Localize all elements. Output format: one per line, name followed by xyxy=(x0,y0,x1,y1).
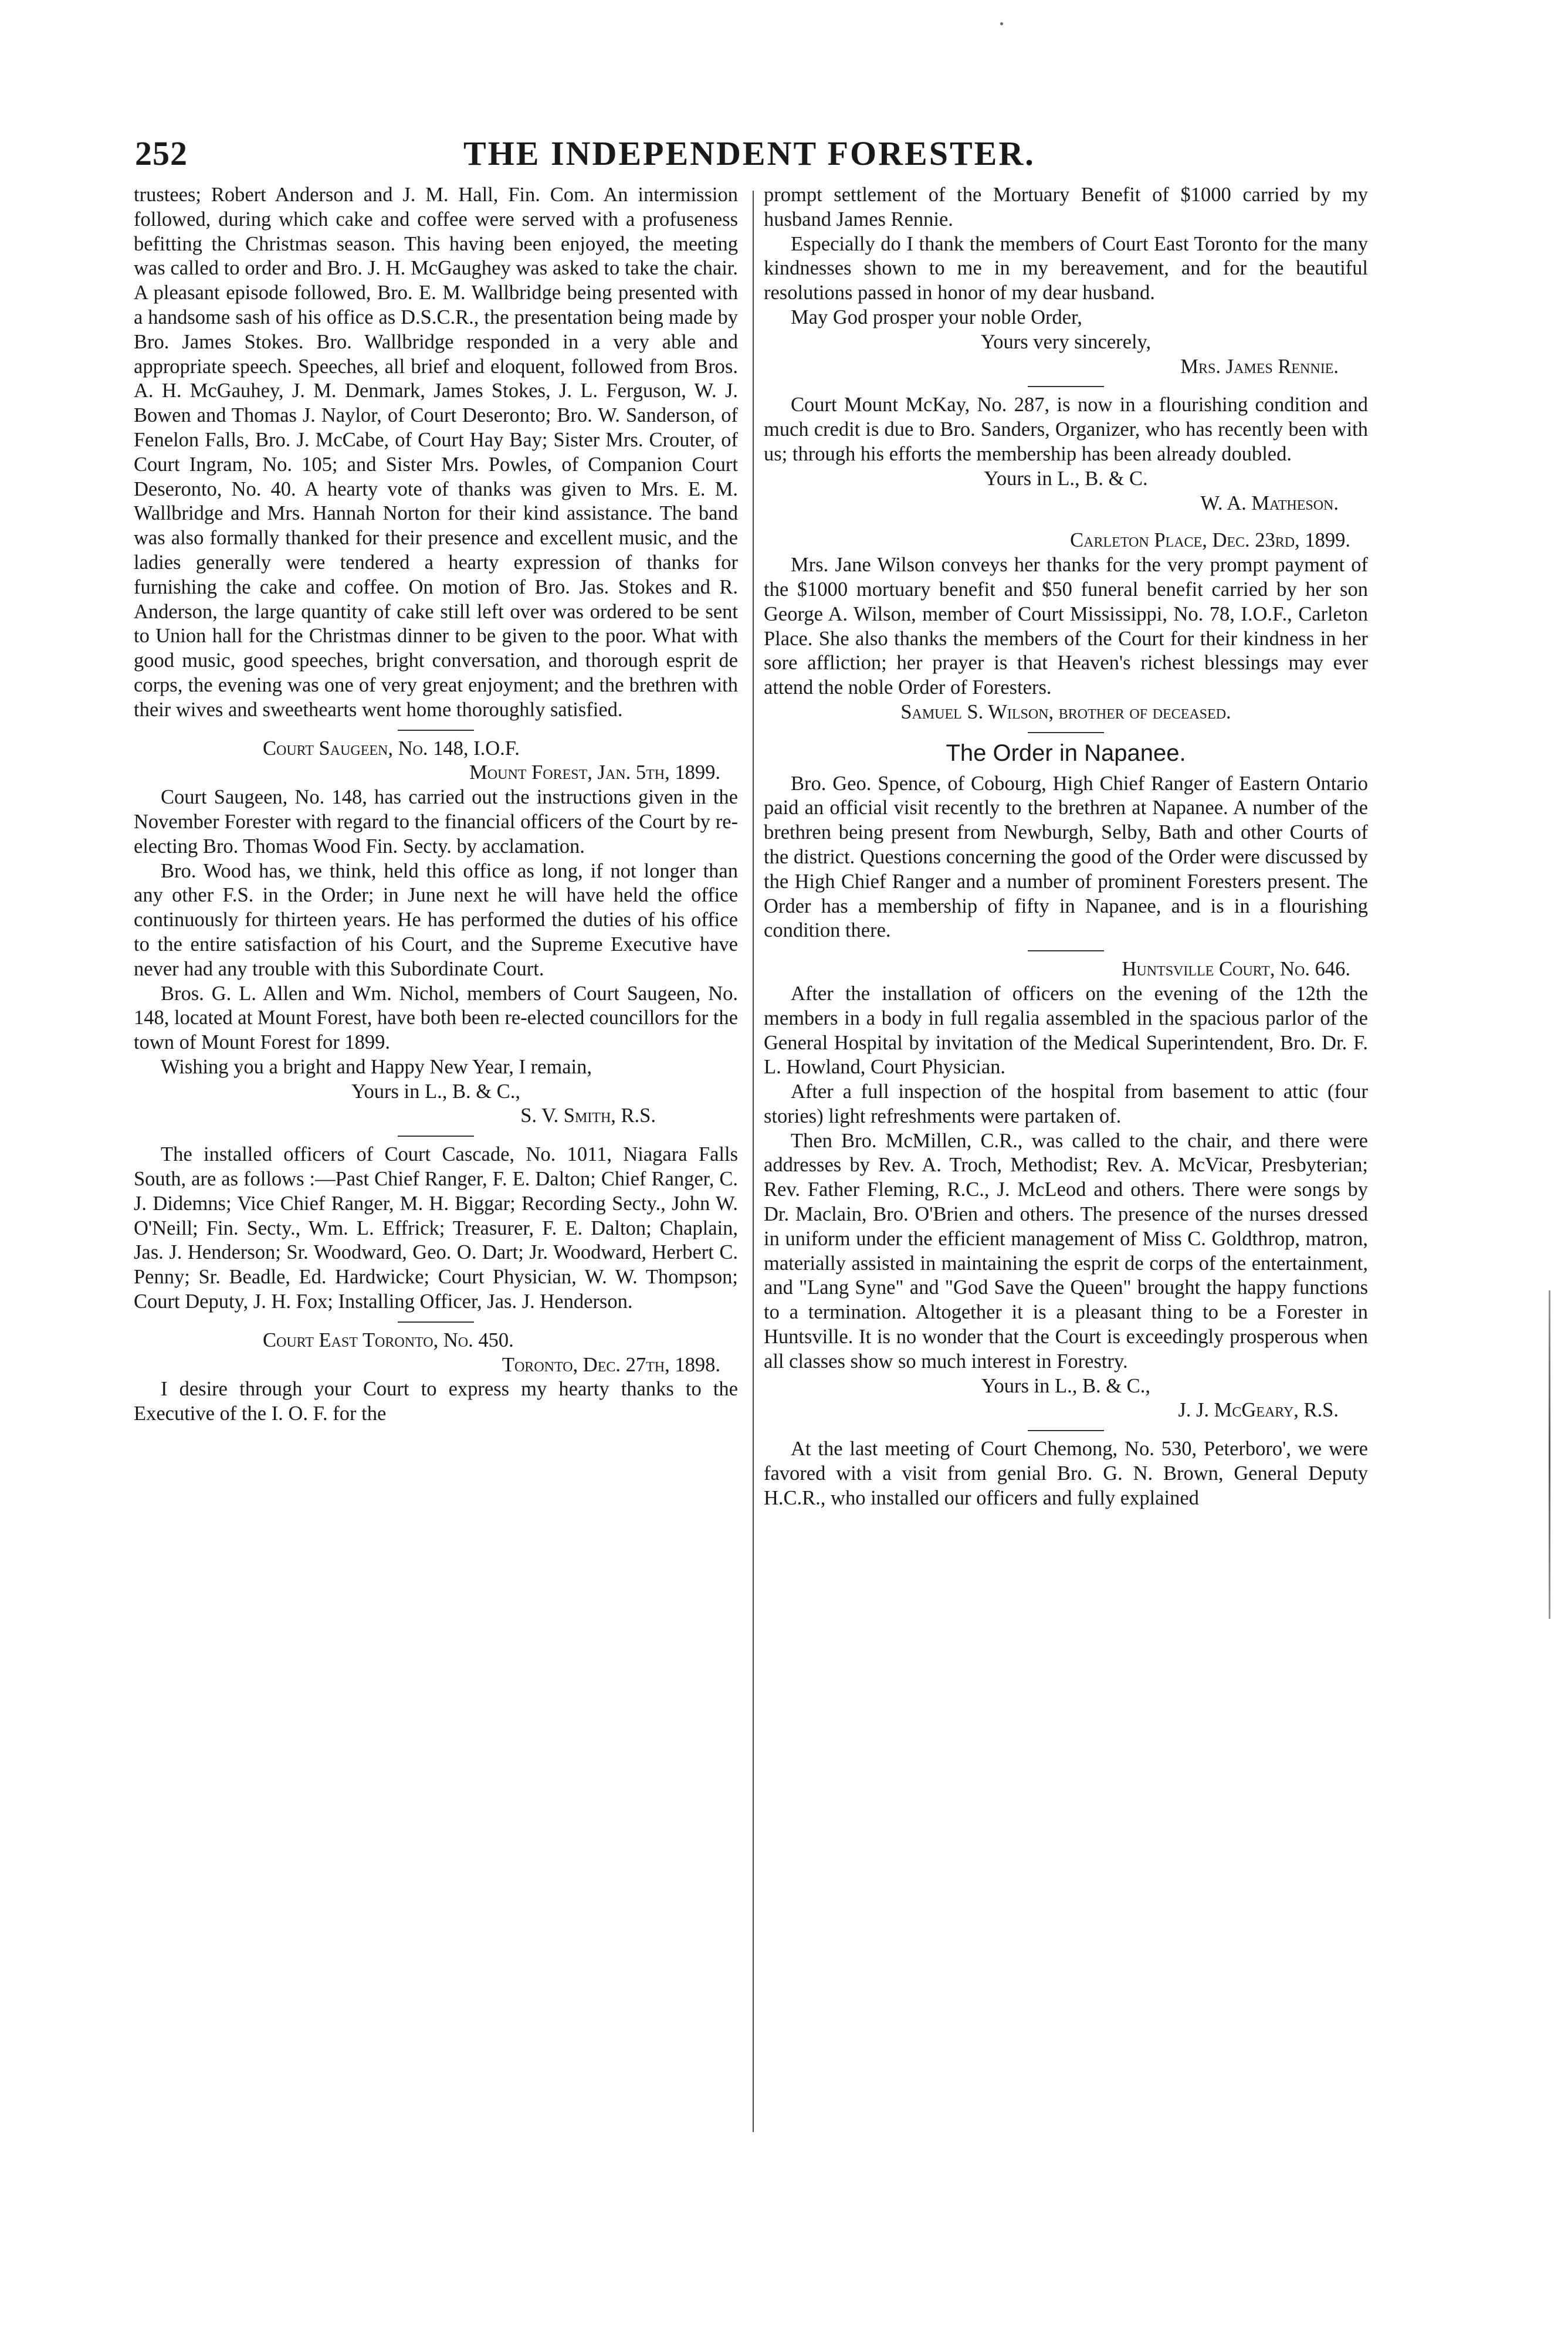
paragraph: After the installation of officers on the evening of the 12th the members in a body in full regalia assembled in the spacious parlor of the General Hospital by invitation of the Medical Superintendent, Bro. Dr. F. L. Howland, Court Physician. xyxy=(764,982,1368,1079)
section-heading: Court East Toronto, No. 450. xyxy=(263,1329,514,1351)
dateline: Carleton Place, Dec. 23rd, 1899. xyxy=(1070,529,1350,552)
paragraph: trustees; Robert Anderson and J. M. Hall, Fin. Com. An intermission followed, during which cake and coffee were served with a profuseness befitting the Christmas season. This having been enjoyed, the meeting was called to order and Bro. J. H. McGaughey was asked to take the chair. A pleasant episode followed, Bro. E. M. Wallbridge being presented with a handsome sash of his office as D.S.C.R., the presentation being made by Bro. James Stokes. Bro. Wallbridge responded in a very able and appropriate speech. Speeches, all brief and eloquent, followed from Bros. A. H. McGauhey, J. M. Denmark, James Stokes, J. L. Ferguson, W. J. Bowen and Thomas J. Naylor, of Court Deseronto; Bro. W. Sanderson, of Fenelon Falls, Bro. J. McCabe, of Court Hay Bay; Sister Mrs. Crouter, of Court Ingram, No. 105; and Sister Mrs. Powles, of Companion Court Deseronto, No. 40. A hearty vote of thanks was given to Mrs. E. M. Wallbridge and Mrs. Hannah Norton for their kind assistance. The band was also formally thanked for their presence and excellent music, and the ladies generally were tendered a hearty expression of thanks for furnishing the cake and coffee. On motion of Bro. Jas. Stokes and R. Anderson, the large quantity of cake still left over was ordered to be sent to Union hall for the Christmas dinner to be given to the poor. What with good music, good speeches, bright conversation, and thorough esprit de corps, the evening was one of very great enjoyment; and the brethren with their wives and sweethearts went home thoroughly satisfied. xyxy=(134,184,738,721)
section-heading: Court Saugeen, No. 148, I.O.F. xyxy=(263,737,520,760)
signature: J. J. McGeary, R.S. xyxy=(1178,1399,1339,1422)
scan-speck xyxy=(1000,22,1003,25)
paragraph: Mrs. Jane Wilson conveys her thanks for the very prompt payment of the $1000 mortuary benefit and $50 funeral benefit carried by her son George A. Wilson, member of Court Mississippi, No. 78, I.O.F., Carleton Place. She also thanks the members of the Court for their kindness in her sore affliction; her prayer is that Heaven's richest blessings may ever attend the noble Order of Foresters. xyxy=(764,554,1368,699)
dateline: Mount Forest, Jan. 5th, 1899. xyxy=(469,761,720,784)
paragraph: After a full inspection of the hospital from basement to attic (four stories) light refreshments were partaken of. xyxy=(764,1080,1368,1127)
closing: Yours very sincerely, xyxy=(980,330,1152,353)
paragraph: At the last meeting of Court Chemong, No. 530, Peterboro', we were favored with a visit from genial Bro. G. N. Brown, General Deputy H.C.R., who installed our officers and fully explained xyxy=(764,1438,1368,1509)
paragraph: Bros. G. L. Allen and Wm. Nichol, members of Court Saugeen, No. 148, located at Mount Forest, have both been re-elected councillors for the town of Mount Forest for 1899. xyxy=(134,982,738,1054)
closing: Yours in L., B. & C., xyxy=(351,1080,520,1103)
section-divider xyxy=(1028,1430,1104,1431)
section-divider xyxy=(1028,386,1104,387)
dateline: Toronto, Dec. 27th, 1898. xyxy=(502,1353,720,1376)
paragraph: Then Bro. McMillen, C.R., was called to the chair, and there were addresses by Rev. A. Troch, Methodist; Rev. A. McVicar, Presbyterian; Rev. Father Fleming, R.C., J. McLeod and others. There were songs by Dr. Maclain, Bro. O'Brien and others. The presence of the nurses dressed in uniform under the efficient management of Miss C. Goldthrop, matron, materially assisted in maintaining the esprit de corps of the entertainment, and "Lang Syne" and "God Save the Queen" brought the happy functions to a termination. Altogether it is a pleasant thing to be a Forester in Huntsville. It is no wonder that the Court is exceedingly prosperous when all classes show so much interest in Forestry. xyxy=(764,1129,1368,1373)
paragraph: Wishing you a bright and Happy New Year, I remain, xyxy=(161,1055,592,1078)
paragraph: prompt settlement of the Mortuary Benefit of $1000 carried by my husband James Rennie. xyxy=(764,184,1368,231)
left-column xyxy=(134,183,738,1426)
signature: Mrs. James Rennie. xyxy=(1180,355,1339,378)
paragraph: Court Saugeen, No. 148, has carried out the instructions given in the November Forester with regard to the financial officers of the Court by re-electing Bro. Thomas Wood Fin. Secty. by acclamation. xyxy=(134,786,738,858)
signature: W. A. Matheson. xyxy=(1200,492,1339,514)
page-header xyxy=(135,134,1379,181)
spacer xyxy=(764,516,1368,528)
paragraph: Bro. Geo. Spence, of Cobourg, High Chief Ranger of Eastern Ontario paid an official visit recently to the brethren at Napanee. A number of the brethren being present from Newburgh, Selby, Bath and other Courts of the district. Questions concerning the good of the Order were discussed by the High Chief Ranger and a number of prominent Foresters present. The Order has a membership of fifty in Napanee, and is in a flourishing condition there. xyxy=(764,772,1368,942)
section-divider xyxy=(398,1321,474,1323)
paragraph: Bro. Wood has, we think, held this office as long, if not longer than any other F.S. in the Order; in June next he will have held the office continuously for thirteen years. He has performed the duties of his office to the entire satisfaction of his Court, and the Supreme Executive have never had any trouble with this Subordinate Court. xyxy=(134,859,738,980)
paragraph: Especially do I thank the members of Court East Toronto for the many kindnesses shown to me in my bereavement, and for the beautiful resolutions passed in honor of my dear husband. xyxy=(764,232,1368,304)
section-heading: Huntsville Court, No. 646. xyxy=(1122,958,1350,981)
section-divider xyxy=(1028,950,1104,951)
section-divider xyxy=(1028,732,1104,733)
section-heading: The Order in Napanee. xyxy=(946,740,1186,766)
paragraph: Court Mount McKay, No. 287, is now in a flourishing condition and much credit is due to Bro. Sanders, Organizer, who has recently been with us; through his efforts the membership has been already doubled. xyxy=(764,394,1368,465)
section-divider xyxy=(398,1136,474,1137)
scan-artifact xyxy=(1549,1290,1550,1619)
signature: S. V. Smith, R.S. xyxy=(520,1104,656,1127)
paragraph: The installed officers of Court Cascade, No. 1011, Niagara Falls South, are as follows :—Past Chief Ranger, F. E. Dalton; Chief Ranger, C. J. Didemns; Vice Chief Ranger, M. H. Biggar; Recording Secty., John W. O'Neill; Fin. Secty., Wm. L. Effrick; Treasurer, F. E. Dalton; Chaplain, Jas. J. Henderson; Sr. Woodward, Geo. O. Dart; Jr. Woodward, Herbert C. Penny; Sr. Beadle, Ed. Hardwicke; Court Physician, W. W. Thompson; Court Deputy, J. H. Fox; Installing Officer, Jas. J. Henderson. xyxy=(134,1143,738,1313)
closing: Yours in L., B. & C. xyxy=(984,467,1148,490)
paragraph: May God prosper your noble Order, xyxy=(791,306,1082,328)
section-divider xyxy=(398,730,474,731)
signature: Samuel S. Wilson, brother of deceased. xyxy=(900,700,1231,723)
running-title: THE INDEPENDENT FORESTER. xyxy=(463,134,1035,172)
right-column xyxy=(764,183,1368,1511)
paragraph: I desire through your Court to express my hearty thanks to the Executive of the I. O. F. for the xyxy=(134,1378,738,1425)
page-number: 252 xyxy=(135,134,188,172)
column-rule xyxy=(753,191,754,2132)
closing: Yours in L., B. & C., xyxy=(981,1374,1150,1397)
